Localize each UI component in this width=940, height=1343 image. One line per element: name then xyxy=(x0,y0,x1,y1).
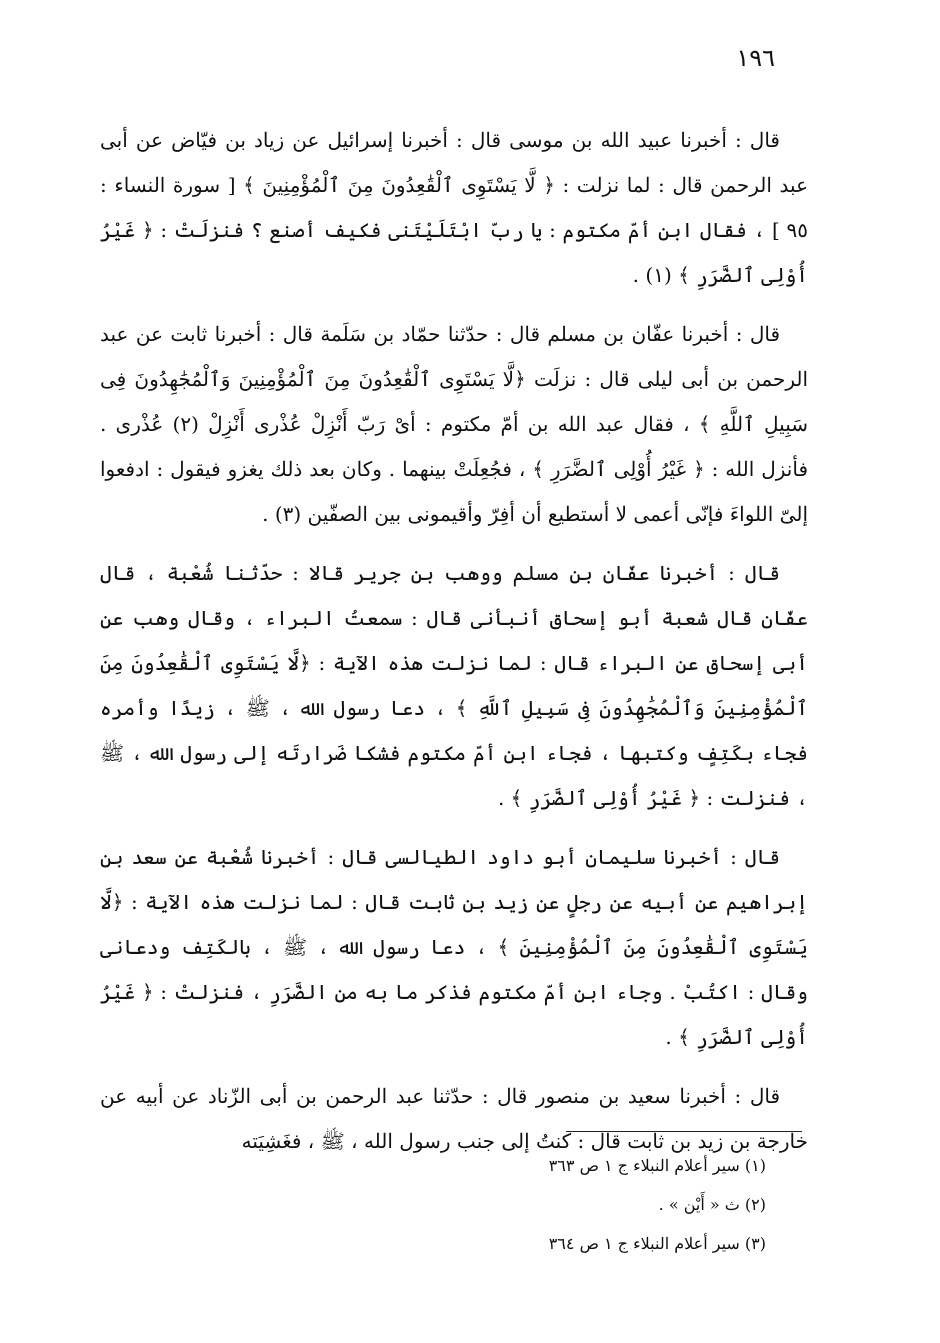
footnote-2: (٢) ث « أَيْن » . xyxy=(658,1195,766,1214)
footnotes xyxy=(346,1146,766,1263)
paragraph-1: قال : أخبرنا عبيد الله بن موسى قال : أخبرنا إسرائيل عن زياد بن فيّاض عن أبى عبد الرحمن قال : لما نزلت : ﴿ لَّا يَسْتَوِى ٱلْقَٰعِدُونَ مِنَ ٱلْمُؤْمِنِينَ ﴾ [ سورة النساء : ٩٥ ] ، فقال ابن أمّ مكتوم : يا ربّ ابْتَلَيْتَنى فكيف أصنع ؟ فنزلَتْ : ﴿ غَيْرُ أُوْلِى ٱلضَّرَرِ ﴾ (١) . xyxy=(100,128,808,287)
footnote-divider xyxy=(566,1131,802,1132)
paragraph-3: قال : أخبرنا عفّان بن مسلم ووهب بن جرير قالا : حدّثنا شُعْبة ، قال عفّان قال شعبة أبو إسحاق أنبأنى قال : سمعتُ البراء ، وقال وهب عن أبى إسحاق عن البراء قال : لما نزلت هذه الآية : ﴿لَّا يَسْتَوِى ٱلْقَٰعِدُونَ مِنَ ٱلْمُؤْمِنِينَ وَٱلْمُجَٰهِدُونَ فِى سَبِيلِ ٱللَّهِ ﴾ ، دعا رسول الله ، ﷺ ، زيدًا وأمره فجاء بكَتِفٍ وكتبها ، فجاء ابن أمّ مكتوم فشكا ضَرارتَه إلى رسول الله ، ﷺ ، فنزلت : ﴿ غَيْرُ أُوْلِى ٱلضَّرَرِ ﴾ . xyxy=(100,561,808,810)
main-text xyxy=(100,118,808,1178)
paragraph-2: قال : أخبرنا عفّان بن مسلم قال : حدّثنا حمّاد بن سَلَمة قال : أخبرنا ثابت عن عبد الرحمن بن أبى ليلى قال : نزلَت ﴿لَّا يَسْتَوِى ٱلْقَٰعِدُونَ مِنَ ٱلْمُؤْمِنِينَ وَٱلْمُجَٰهِدُونَ فِى سَبِيلِ ٱللَّهِ ﴾ ، فقال عبد الله بن أمّ مكتوم : أىْ رَبّ أَنْزِلْ عُذْرى أَنْزِلْ (٢) عُذْرى . فأنزل الله : ﴿ غَيْرُ أُوْلِى ٱلضَّرَرِ ﴾ ، فجُعِلَتْ بينهما . وكان بعد ذلك يغزو فيقول : ادفعوا إلىّ اللواءَ فإنّى أعمى لا أستطيع أن أفِرّ وأقيمونى بين الصفّين (٣) . xyxy=(100,322,808,526)
paragraph-5: قال : أخبرنا سعيد بن منصور قال : حدّثنا عبد الرحمن بن أبى الزّناد عن أبيه عن خارجة بن زيد بن ثابت قال : كنتُ إلى جنب رسول الله ، ﷺ ، فغَشِيَته xyxy=(100,1084,808,1153)
footnote-1: (١) سير أعلام النبلاء ج ١ ص ٣٦٣ xyxy=(548,1156,766,1175)
footnote-3: (٣) سير أعلام النبلاء ج ١ ص ٣٦٤ xyxy=(548,1234,766,1253)
page-number: ١٩٦ xyxy=(736,44,775,72)
paragraph-4: قال : أخبرنا سليمان أبو داود الطيالسى قال : أخبرنا شُعْبة عن سعد بن إبراهيم عن أبيه عن رجلٍ عن زيد بن ثابت قال : لما نزلت هذه الآية : ﴿لَّا يَسْتَوِى ٱلْقَٰعِدُونَ مِنَ ٱلْمُؤْمِنِينَ ﴾ ، دعا رسول الله ، ﷺ ، بالكَتِف ودعانى وقال : اكتُبْ . وجاء ابن أمّ مكتوم فذكر ما به من الضَّرَرِ ، فنزلتْ : ﴿ غَيْرُ أُوْلِى ٱلضَّرَرِ ﴾ . xyxy=(100,845,808,1049)
